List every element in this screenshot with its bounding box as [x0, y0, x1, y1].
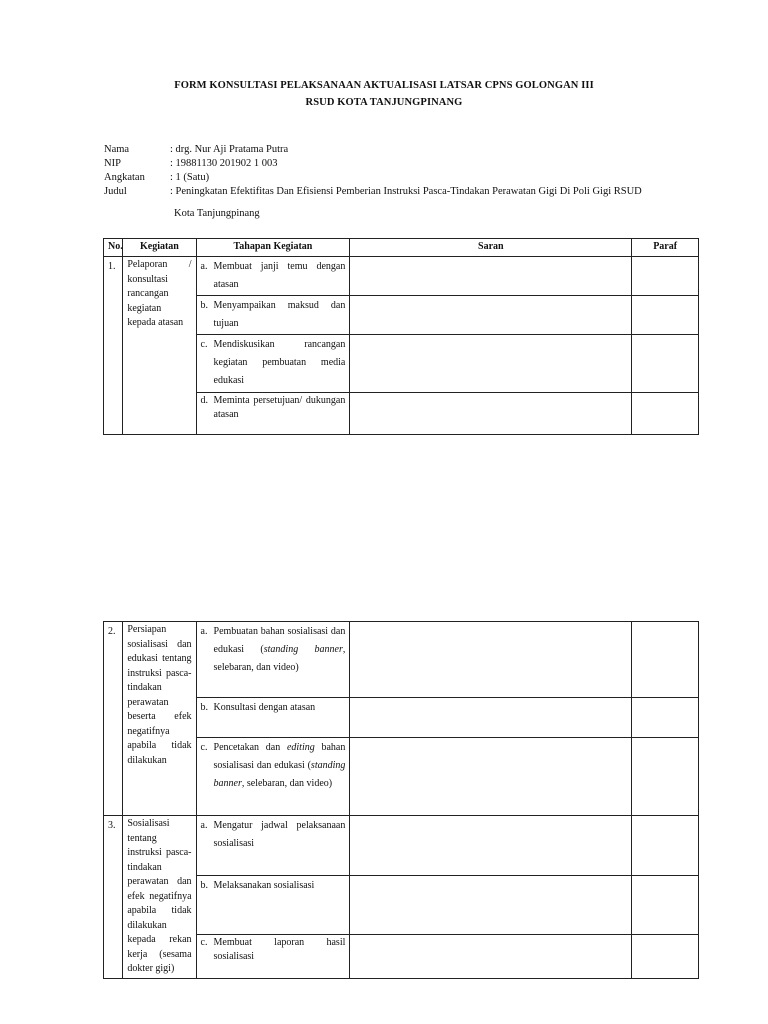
- paraf-cell[interactable]: [632, 738, 699, 816]
- consultation-table-page1: [103, 238, 699, 435]
- paraf-cell[interactable]: [632, 875, 699, 935]
- paraf-cell[interactable]: [632, 816, 699, 876]
- nama-value: : drg. Nur Aji Pratama Putra: [170, 144, 289, 155]
- step-text: Meminta persetujuan/ dukungan atasan: [213, 395, 346, 420]
- step-letter: c.: [200, 339, 208, 350]
- saran-cell[interactable]: [350, 816, 632, 876]
- row-kegiatan: Sosialisasi tentang instruksi pasca-tindakan perawatan dan efek negatifnya apabila tidak dilakukan kepada rekan kerja (sesama dokter gigi): [123, 816, 196, 979]
- header-saran: Saran: [350, 239, 632, 257]
- table-row: [104, 622, 699, 698]
- step-text: Mendiskusikan rancangan kegiatan pembuatan media edukasi: [213, 339, 346, 386]
- row-kegiatan: Persiapan sosialisasi dan edukasi tentang instruksi pasca-tindakan perawatan beserta efek negatifnya apabila tidak dilakukan: [123, 622, 196, 816]
- step-text: Pembuatan bahan sosialisasi dan edukasi (standing banner, selebaran, dan video): [213, 626, 346, 673]
- step-cell: [196, 296, 350, 335]
- step-cell: [196, 622, 350, 698]
- header-tahapan: Tahapan Kegiatan: [196, 239, 350, 257]
- row-number: 3.: [104, 816, 123, 979]
- nip-value: : 19881130 201902 1 003: [170, 158, 278, 169]
- paraf-cell[interactable]: [632, 698, 699, 738]
- step-text: Pencetakan dan editing bahan sosialisasi dan edukasi (standing banner, selebaran, dan video): [213, 742, 346, 789]
- info-block: [104, 143, 690, 221]
- step-letter: b.: [200, 702, 209, 713]
- row-number: 1.: [104, 257, 123, 435]
- step-text: Menyampaikan maksud dan tujuan: [213, 300, 346, 329]
- step-letter: c.: [200, 937, 208, 949]
- paraf-cell[interactable]: [632, 393, 699, 435]
- step-letter: a.: [200, 820, 208, 831]
- step-text: Mengatur jadwal pelaksanaan sosialisasi: [213, 820, 346, 849]
- judul-value: : Peningkatan Efektifitas Dan Efisiensi Pemberian Instruksi Pasca-Tindakan Perawatan Gigi Di Poli Gigi RSUD: [170, 186, 642, 197]
- saran-cell[interactable]: [350, 622, 632, 698]
- angkatan-value: : 1 (Satu): [170, 172, 210, 183]
- step-text: Membuat janji temu dengan atasan: [213, 261, 346, 290]
- row-number: 2.: [104, 622, 123, 816]
- form-subtitle: RSUD KOTA TANJUNGPINANG: [305, 97, 463, 108]
- step-letter: a.: [200, 626, 208, 637]
- table-row: [104, 816, 699, 876]
- step-cell: [196, 738, 350, 816]
- step-text: Melaksanakan sosialisasi: [213, 879, 315, 891]
- step-letter: a.: [200, 261, 208, 272]
- nip-label: NIP: [104, 158, 121, 169]
- step-cell: [196, 698, 350, 738]
- paraf-cell[interactable]: [632, 622, 699, 698]
- angkatan-label: Angkatan: [104, 172, 145, 183]
- judul-continuation: Kota Tanjungpinang: [174, 208, 260, 219]
- step-cell: [196, 875, 350, 935]
- form-title: FORM KONSULTASI PELAKSANAAN AKTUALISASI LATSAR CPNS GOLONGAN III: [174, 80, 594, 91]
- step-text: Membuat laporan hasil sosialisasi: [213, 937, 346, 963]
- step-cell: [196, 335, 350, 393]
- step-cell: [196, 393, 350, 435]
- step-letter: b.: [200, 879, 209, 891]
- saran-cell[interactable]: [350, 698, 632, 738]
- step-letter: b.: [200, 300, 209, 311]
- saran-cell[interactable]: [350, 296, 632, 335]
- row-kegiatan: Pelaporan / konsultasi rancangan kegiatan kepada atasan: [123, 257, 196, 435]
- header-no: No.: [104, 239, 123, 257]
- step-cell: [196, 257, 350, 296]
- table-header-row: [104, 239, 699, 257]
- saran-cell[interactable]: [350, 393, 632, 435]
- saran-cell[interactable]: [350, 335, 632, 393]
- paraf-cell[interactable]: [632, 296, 699, 335]
- saran-cell[interactable]: [350, 875, 632, 935]
- paraf-cell[interactable]: [632, 257, 699, 296]
- saran-cell[interactable]: [350, 935, 632, 978]
- step-cell: [196, 935, 350, 978]
- saran-cell[interactable]: [350, 257, 632, 296]
- step-letter: c.: [200, 742, 208, 753]
- paraf-cell[interactable]: [632, 935, 699, 978]
- step-cell: [196, 816, 350, 876]
- saran-cell[interactable]: [350, 738, 632, 816]
- header-kegiatan: Kegiatan: [123, 239, 196, 257]
- step-text: Konsultasi dengan atasan: [213, 702, 316, 713]
- table-row: [104, 257, 699, 296]
- judul-label: Judul: [104, 186, 127, 197]
- header-paraf: Paraf: [632, 239, 699, 257]
- consultation-table-page2: [103, 621, 699, 979]
- paraf-cell[interactable]: [632, 335, 699, 393]
- step-letter: d.: [200, 395, 209, 406]
- nama-label: Nama: [104, 144, 130, 155]
